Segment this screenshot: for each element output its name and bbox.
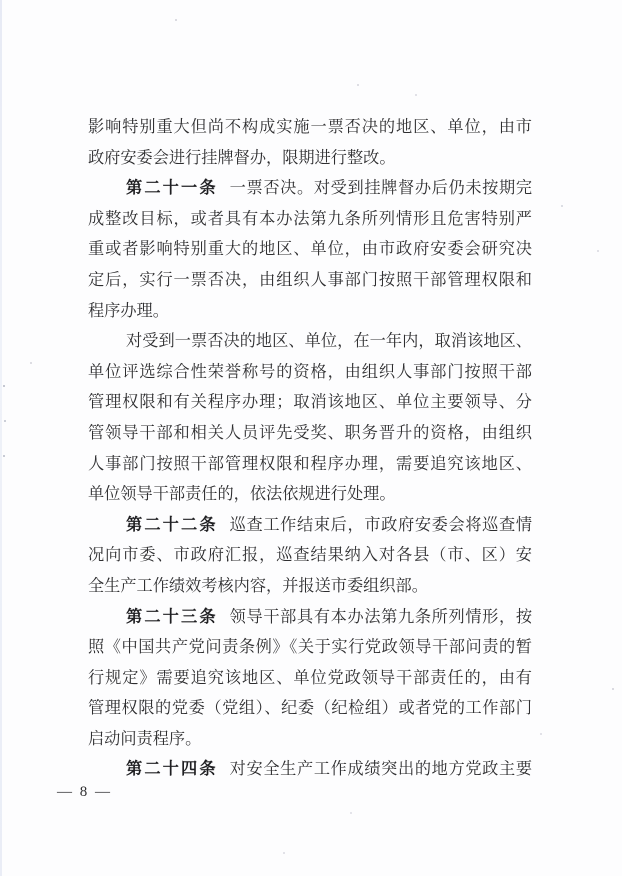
text-line: 单位领导干部责任的，依法依规进行处理。 — [88, 485, 396, 504]
text-line: 第二十一条 一票否决。对受到挂牌督办后仍未按期完 — [126, 179, 533, 198]
text-line: 第二十四条 对安全生产工作成绩突出的地方党政主要 — [126, 760, 533, 779]
text-line: 管领导干部和相关人员评先受奖、职务晋升的资格，由组织 — [88, 423, 532, 442]
scan-edge-line — [0, 0, 2, 876]
text-line: 管理权限的党委（党组）、纪委（纪检组）或者党的工作部门 — [88, 699, 532, 718]
text-column — [88, 112, 532, 785]
text-line: 定后，实行一票否决，由组织人事部门按照干部管理权限和 — [88, 270, 532, 289]
text-line: 管理权限和有关程序办理；取消该地区、单位主要领导、分 — [88, 393, 532, 412]
text-line: 人事部门按照干部管理权限和程序办理，需要追究该地区、 — [88, 454, 532, 473]
text-line: 影响特别重大但尚不构成实施一票否决的地区、单位，由市 — [88, 118, 532, 136]
text-line: 重或者影响特别重大的地区、单位，由市政府安委会研究决 — [88, 240, 532, 259]
article-number: 第二十二条 — [126, 515, 218, 534]
article-number: 第二十三条 — [126, 607, 218, 626]
text-line: 政府安委会进行挂牌督办，限期进行整改。 — [88, 148, 396, 167]
article-number: 第二十四条 — [126, 760, 218, 779]
text-line: 启动问责程序。 — [88, 729, 202, 748]
text-line: 全生产工作绩效考核内容，并报送市委组织部。 — [88, 576, 428, 595]
text-line: 行规定》需要追究该地区、单位党政领导干部责任的，由有 — [88, 668, 532, 687]
text-line: 程序办理。 — [88, 301, 169, 320]
text-line: 况向市委、市政府汇报，巡查结果纳入对各县（市、区）安 — [88, 546, 532, 565]
scan-noise-specks — [0, 0, 2, 2]
text-line: 第二十三条 领导干部具有本办法第九条所列情形，按 — [126, 607, 533, 626]
text-line: 对受到一票否决的地区、单位，在一年内，取消该地区、 — [126, 332, 532, 351]
page-number: — 8 — — [57, 784, 112, 800]
text-line: 单位评选综合性荣誉称号的资格，由组织人事部门按照干部 — [88, 362, 532, 381]
text-line: 第二十二条 巡查工作结束后，市政府安委会将巡查情 — [126, 515, 533, 534]
text-line: 照《中国共产党问责条例》《关于实行党政领导干部问责的暂 — [88, 638, 532, 657]
text-line: 成整改目标，或者具有本办法第九条所列情形且危害特别严 — [88, 209, 532, 228]
article-number: 第二十一条 — [126, 179, 218, 198]
